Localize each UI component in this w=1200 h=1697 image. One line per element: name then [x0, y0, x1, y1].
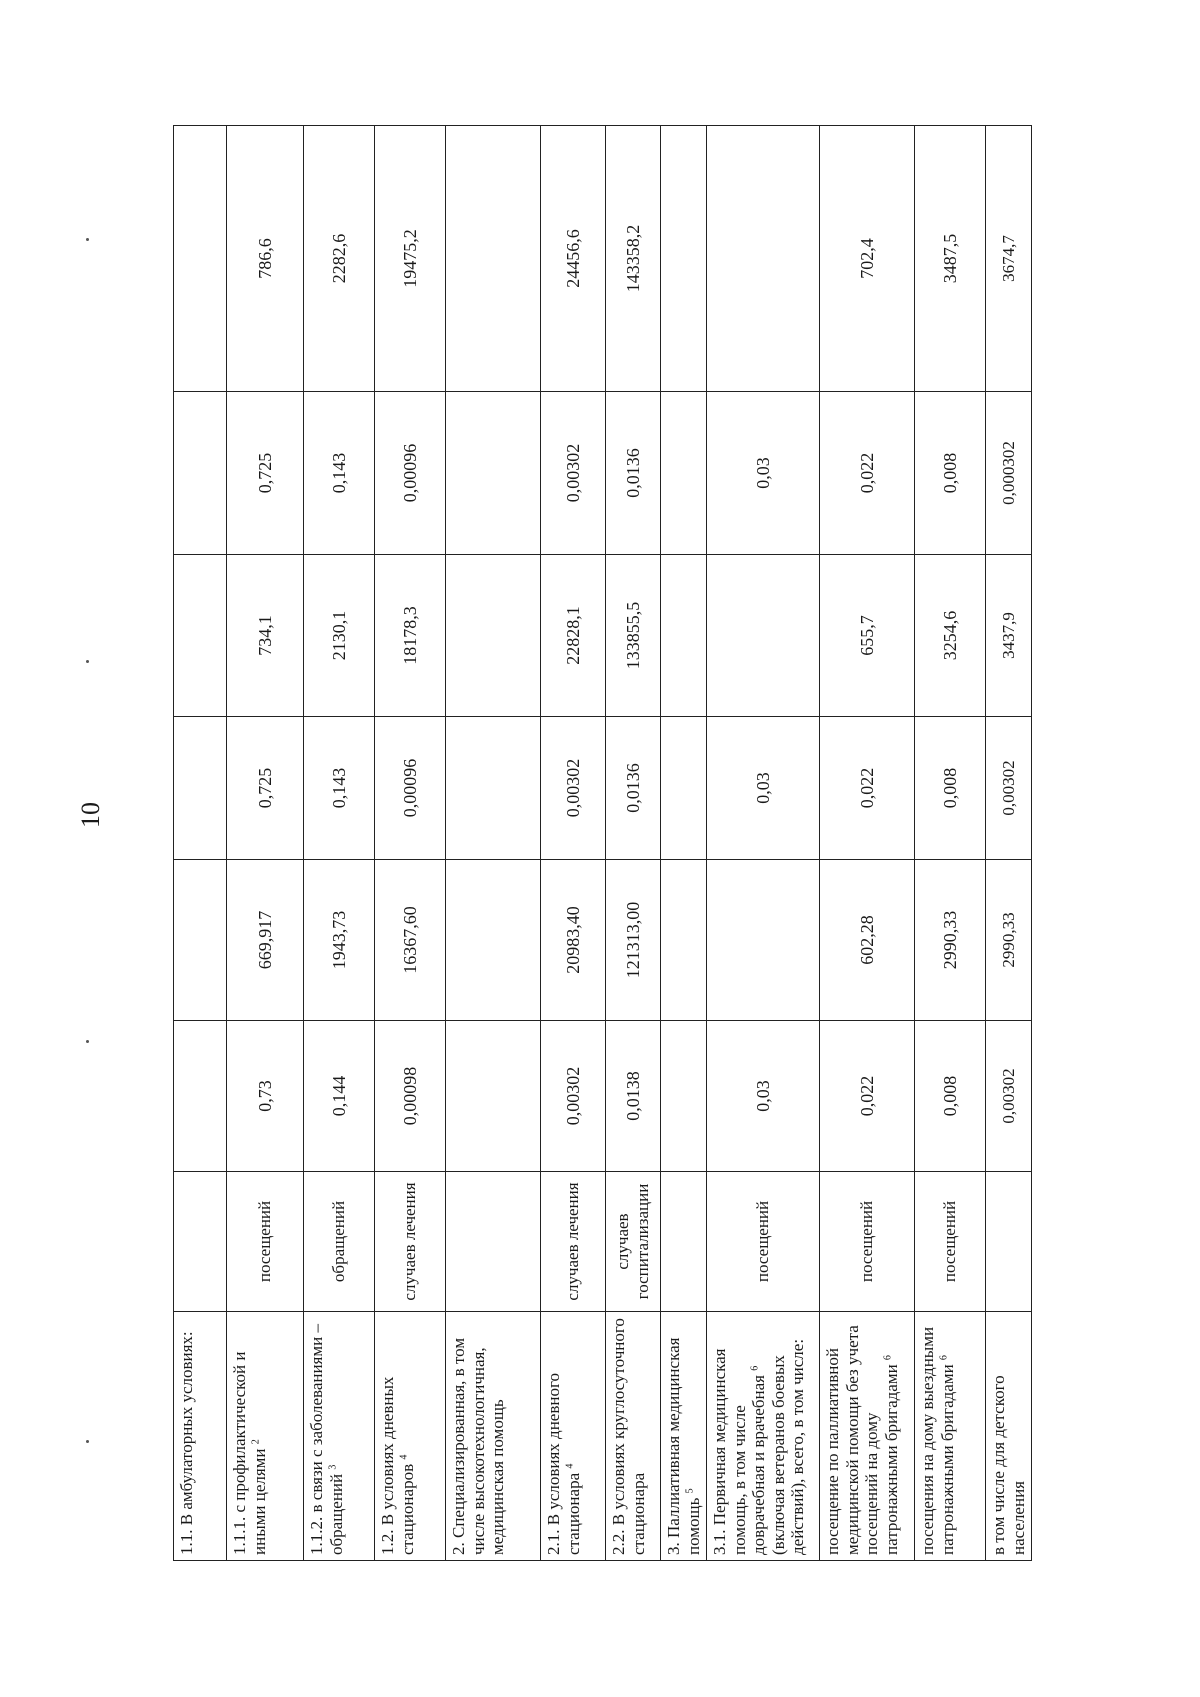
value-cell: 2282,6 — [304, 126, 375, 392]
row-name: 3.1. Первичная медицинская помощь, в том числе доврачебная и врачебная $^6$ (включая ветеранов боевых действий), всего, в том числе: — [707, 1312, 820, 1561]
value-cell: 0,008 — [915, 392, 986, 555]
value-cell: 3674,7 — [986, 126, 1032, 392]
value-cell: 0,0136 — [606, 717, 661, 860]
value-cell: 22828,1 — [541, 555, 606, 717]
value-cell: 3254,6 — [915, 555, 986, 717]
table-row — [606, 126, 661, 1561]
scan-speck — [86, 238, 89, 241]
scan-speck — [86, 1440, 89, 1443]
value-cell: 18178,3 — [375, 555, 446, 717]
row-name: в том числе для детского населения — [986, 1312, 1032, 1561]
table-row — [446, 126, 541, 1561]
value-cell — [446, 555, 541, 717]
value-cell — [707, 555, 820, 717]
footnote-mark: 6 — [749, 1365, 761, 1371]
row-name: 2.2. В условиях круглосуточного стационара — [606, 1312, 661, 1561]
value-cell: 0,73 — [227, 1021, 304, 1172]
row-name: 2. Специализированная, в том числе высокотехнологичная, медицинская помощь — [446, 1312, 541, 1561]
row-name: 1.2. В условиях дневных стационаров $^4$ — [375, 1312, 446, 1561]
unit-cell: случаев лечения — [541, 1172, 606, 1312]
table-row — [661, 126, 707, 1561]
value-cell: 19475,2 — [375, 126, 446, 392]
footnote-mark: 6 — [882, 1355, 894, 1361]
value-cell — [661, 555, 707, 717]
value-cell: 3437,9 — [986, 555, 1032, 717]
value-cell: 0,00302 — [541, 717, 606, 860]
value-cell: 2990,33 — [986, 860, 1032, 1021]
row-name: 3. Паллиативная медицинская помощь $^5$ — [661, 1312, 707, 1561]
value-cell: 734,1 — [227, 555, 304, 717]
value-cell: 669,917 — [227, 860, 304, 1021]
value-cell: 24456,6 — [541, 126, 606, 392]
page-number: 10 — [76, 802, 105, 828]
value-cell — [661, 1021, 707, 1172]
table-row — [304, 126, 375, 1561]
value-cell: 16367,60 — [375, 860, 446, 1021]
value-cell — [661, 126, 707, 392]
scan-speck — [86, 1040, 89, 1043]
value-cell: 0,725 — [227, 392, 304, 555]
value-cell: 0,0138 — [606, 1021, 661, 1172]
value-cell: 1943,73 — [304, 860, 375, 1021]
unit-cell: посещений — [227, 1172, 304, 1312]
value-cell: 0,00302 — [986, 1021, 1032, 1172]
value-cell: 0,00302 — [541, 1021, 606, 1172]
value-cell — [661, 717, 707, 860]
unit-cell: обращений — [304, 1172, 375, 1312]
value-cell — [707, 126, 820, 392]
value-cell — [446, 392, 541, 555]
footnote-mark: 4 — [563, 1463, 575, 1469]
value-cell: 702,4 — [820, 126, 915, 392]
value-cell — [446, 126, 541, 392]
value-cell — [446, 717, 541, 860]
row-name: 2.1. В условиях дневного стационара $^4$ — [541, 1312, 606, 1561]
table-row — [541, 126, 606, 1561]
value-cell: 0,143 — [304, 717, 375, 860]
value-cell: 143358,2 — [606, 126, 661, 392]
value-cell — [174, 392, 227, 555]
value-cell: 655,7 — [820, 555, 915, 717]
value-cell: 786,6 — [227, 126, 304, 392]
table-row — [915, 126, 986, 1561]
table-row — [986, 126, 1032, 1561]
row-name: 1.1.1. с профилактической и иными целями $^2$ — [227, 1312, 304, 1561]
value-cell: 0,144 — [304, 1021, 375, 1172]
table-row — [227, 126, 304, 1561]
value-cell: 602,28 — [820, 860, 915, 1021]
scan-speck — [86, 660, 89, 663]
row-name: посещение по паллиативной медицинской помощи без учета посещений на дому патронажными бригадами $^6$ — [820, 1312, 915, 1561]
value-cell — [174, 860, 227, 1021]
value-cell — [174, 555, 227, 717]
footnote-mark: 6 — [937, 1355, 949, 1361]
value-cell: 0,00098 — [375, 1021, 446, 1172]
value-cell: 0,03 — [707, 1021, 820, 1172]
value-cell: 3487,5 — [915, 126, 986, 392]
table-row — [707, 126, 820, 1561]
unit-cell: посещений — [820, 1172, 915, 1312]
data-table — [173, 125, 1032, 1561]
value-cell: 0,008 — [915, 717, 986, 860]
unit-cell — [986, 1172, 1032, 1312]
unit-cell: случаев лечения — [375, 1172, 446, 1312]
table-row — [820, 126, 915, 1561]
value-cell — [174, 717, 227, 860]
footnote-mark: 5 — [683, 1488, 695, 1494]
value-cell: 0,00302 — [541, 392, 606, 555]
unit-cell — [446, 1172, 541, 1312]
table-row — [174, 126, 227, 1561]
footnote-mark: 3 — [326, 1464, 338, 1470]
value-cell — [446, 860, 541, 1021]
unit-cell: посещений — [707, 1172, 820, 1312]
value-cell: 0,725 — [227, 717, 304, 860]
value-cell: 0,022 — [820, 392, 915, 555]
value-cell — [661, 860, 707, 1021]
value-cell: 2130,1 — [304, 555, 375, 717]
value-cell — [661, 392, 707, 555]
footnote-mark: 4 — [397, 1454, 409, 1460]
value-cell: 133855,5 — [606, 555, 661, 717]
value-cell — [446, 1021, 541, 1172]
value-cell: 20983,40 — [541, 860, 606, 1021]
unit-cell — [174, 1172, 227, 1312]
value-cell: 0,143 — [304, 392, 375, 555]
value-cell: 0,000302 — [986, 392, 1032, 555]
footnote-mark: 2 — [249, 1439, 261, 1445]
row-name: 1.1.2. в связи с заболеваниями – обращений $^3$ — [304, 1312, 375, 1561]
unit-cell: случаев госпитализации — [606, 1172, 661, 1312]
value-cell: 0,03 — [707, 717, 820, 860]
value-cell: 0,00302 — [986, 717, 1032, 860]
value-cell: 121313,00 — [606, 860, 661, 1021]
value-cell: 0,008 — [915, 1021, 986, 1172]
row-name: посещения на дому выездными патронажными бригадами $^6$ — [915, 1312, 986, 1561]
value-cell: 0,00096 — [375, 392, 446, 555]
value-cell: 0,0136 — [606, 392, 661, 555]
rotated-table-container — [173, 126, 1032, 1561]
row-name: 1.1. В амбулаторных условиях: — [174, 1312, 227, 1561]
value-cell: 2990,33 — [915, 860, 986, 1021]
unit-cell — [661, 1172, 707, 1312]
table-row — [375, 126, 446, 1561]
unit-cell: посещений — [915, 1172, 986, 1312]
value-cell: 0,00096 — [375, 717, 446, 860]
value-cell: 0,022 — [820, 717, 915, 860]
value-cell: 0,022 — [820, 1021, 915, 1172]
value-cell — [174, 126, 227, 392]
value-cell — [174, 1021, 227, 1172]
value-cell — [707, 860, 820, 1021]
value-cell: 0,03 — [707, 392, 820, 555]
